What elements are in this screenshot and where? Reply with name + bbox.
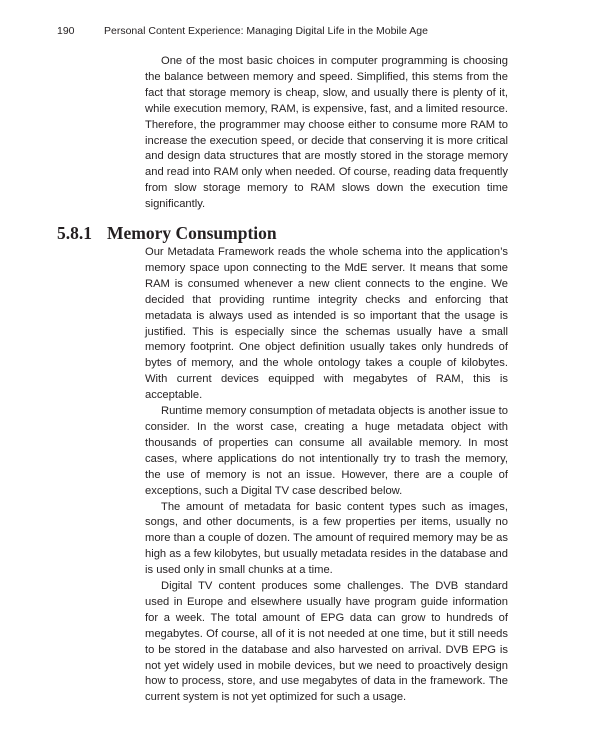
section-paragraph: Digital TV content produces some challenges. The DVB standard used in Europe and elsewhere usually have program guide information for a week. The total amount of EPG data can grow to hundreds of megabytes. Of course, all of it is not needed at one time, but it still needs to be stored in the database and also harvested on arrival. DVB EPG is not yet widely used in mobile devices, but we need to proactively design how to process, store, and use megabytes of data in the framework. The current system is not yet optimized for such a usage. (145, 580, 508, 704)
running-head (57, 25, 428, 37)
section-paragraph: Runtime memory consumption of metadata objects is another issue to consider. In the worst case, creating a huge metadata object with thousands of properties can consume all available memory. In most cases, where applications do not intentionally try to trash the memory, the use of memory is not an issue. However, there are a couple of exceptions, such a Digital TV case described below. (145, 405, 508, 497)
intro-paragraph: One of the most basic choices in computer programming is choosing the balance between memory and speed. Simplified, this stems from the fact that storage memory is cheap, slow, and usually there is plenty of it, while execution memory, RAM, is expensive, fast, and a limited resource. Therefore, the programmer may choose either to consume more RAM to increase the execution speed, or decide that conserving it is more critical and design data structures that are mostly stored in the storage memory and read into RAM only when needed. Of course, reading data frequently from slow storage memory to RAM slows down the execution time significantly. (145, 55, 508, 211)
intro-text-block (145, 54, 508, 213)
section-paragraph: Our Metadata Framework reads the whole schema into the application’s memory space upon connecting to the MdE server. It means that some RAM is consumed whenever a new client connects to the engine. We decided that providing runtime integrity checks and enforcing that metadata is always used as intended is so important that the usage is justified. This is especially since the schemas usually have a small memory footprint. One object definition usually takes only hundreds of bytes of memory, and the whole ontology takes a couple of kilobytes. With current devices equipped with megabytes of RAM, this is acceptable. (145, 246, 508, 402)
running-title: Personal Content Experience: Managing Digital Life in the Mobile Age (104, 25, 428, 37)
page-number: 190 (57, 25, 75, 37)
section-heading (57, 223, 277, 244)
section-paragraph: The amount of metadata for basic content types such as images, songs, and other documents, is a few properties per items, usually no more than a couple of dozen. The amount of required memory may be as high as a few kilobytes, but usually metadata resides in the database and is used only in small chunks at a time. (145, 500, 508, 577)
section-number: 5.8.1 (57, 223, 92, 243)
section-text-block (145, 245, 508, 706)
section-title: Memory Consumption (107, 223, 277, 243)
